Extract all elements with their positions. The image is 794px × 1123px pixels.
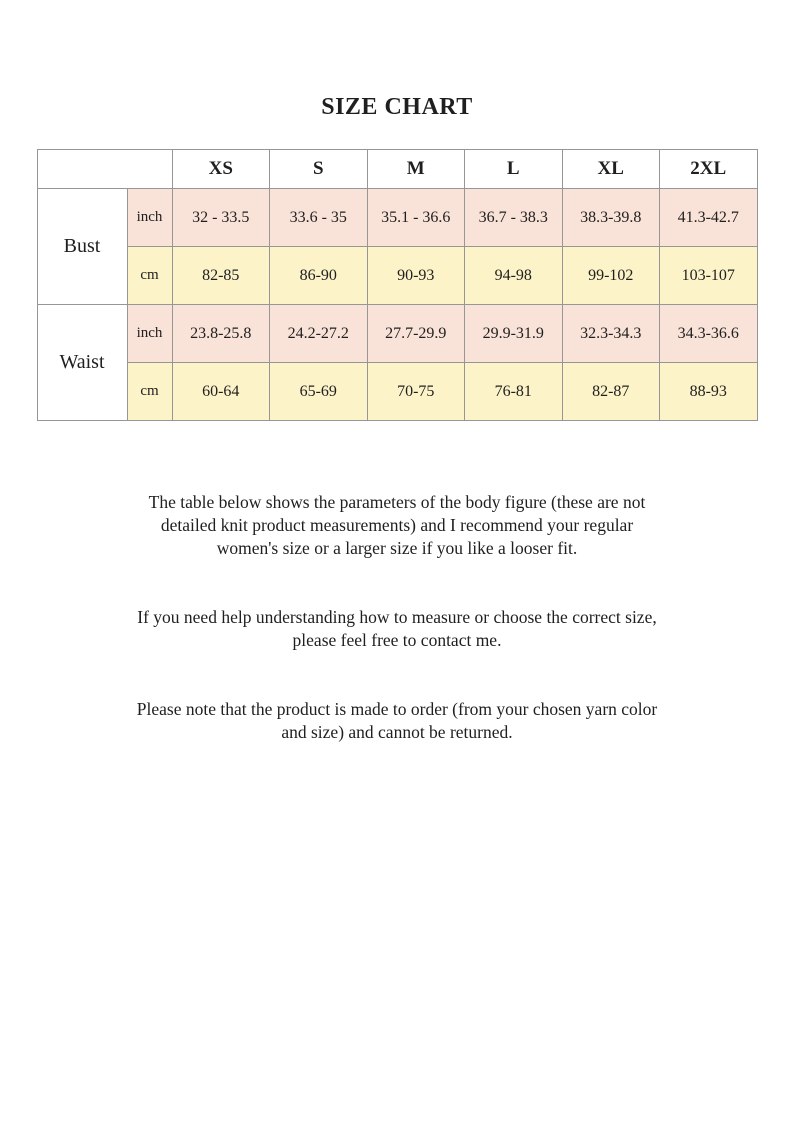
waist-cm-s: 65-69 bbox=[270, 363, 368, 421]
size-header-l: L bbox=[465, 150, 563, 189]
size-header-row bbox=[37, 150, 757, 189]
bust-cm-l: 94-98 bbox=[465, 247, 563, 305]
note-line: detailed knit product measurements) and I recommend your regular bbox=[160, 515, 634, 535]
note-line: and size) and cannot be returned. bbox=[281, 722, 513, 742]
waist-cm-row bbox=[37, 363, 757, 421]
waist-inch-xl: 32.3-34.3 bbox=[562, 305, 660, 363]
note-contact-help bbox=[57, 606, 737, 652]
notes-section bbox=[0, 491, 794, 744]
note-line: women's size or a larger size if you like a looser fit. bbox=[216, 538, 578, 558]
size-header-m: M bbox=[367, 150, 465, 189]
bust-cm-m: 90-93 bbox=[367, 247, 465, 305]
bust-cm-row bbox=[37, 247, 757, 305]
bust-cm-s: 86-90 bbox=[270, 247, 368, 305]
size-header-s: S bbox=[270, 150, 368, 189]
bust-cm-xs: 82-85 bbox=[172, 247, 270, 305]
size-chart-table bbox=[37, 149, 758, 421]
note-made-to-order bbox=[57, 698, 737, 744]
note-line: please feel free to contact me. bbox=[292, 630, 502, 650]
page-title: SIZE CHART bbox=[321, 94, 473, 120]
waist-inch-2xl: 34.3-36.6 bbox=[660, 305, 758, 363]
size-header-xs: XS bbox=[172, 150, 270, 189]
waist-cm-m: 70-75 bbox=[367, 363, 465, 421]
bust-cm-xl: 99-102 bbox=[562, 247, 660, 305]
size-header-2xl: 2XL bbox=[660, 150, 758, 189]
bust-inch-row bbox=[37, 189, 757, 247]
note-line: If you need help understanding how to measure or choose the correct size, bbox=[137, 607, 657, 627]
waist-cm-2xl: 88-93 bbox=[660, 363, 758, 421]
waist-cm-xl: 82-87 bbox=[562, 363, 660, 421]
bust-cm-2xl: 103-107 bbox=[660, 247, 758, 305]
waist-inch-xs: 23.8-25.8 bbox=[172, 305, 270, 363]
unit-label-inch: inch bbox=[127, 189, 172, 247]
size-header-xl: XL bbox=[562, 150, 660, 189]
bust-inch-s: 33.6 - 35 bbox=[270, 189, 368, 247]
waist-inch-m: 27.7-29.9 bbox=[367, 305, 465, 363]
note-sizing-recommendation bbox=[57, 491, 737, 560]
note-line: The table below shows the parameters of the body figure (these are not bbox=[148, 492, 646, 512]
measurement-label-waist: Waist bbox=[37, 305, 127, 421]
measurement-label-bust: Bust bbox=[37, 189, 127, 305]
waist-inch-s: 24.2-27.2 bbox=[270, 305, 368, 363]
corner-cell bbox=[37, 150, 172, 189]
waist-inch-row bbox=[37, 305, 757, 363]
note-line: Please note that the product is made to order (from your chosen yarn color bbox=[136, 699, 658, 719]
bust-inch-m: 35.1 - 36.6 bbox=[367, 189, 465, 247]
unit-label-cm: cm bbox=[127, 247, 172, 305]
waist-cm-l: 76-81 bbox=[465, 363, 563, 421]
waist-cm-xs: 60-64 bbox=[172, 363, 270, 421]
unit-label-cm: cm bbox=[127, 363, 172, 421]
bust-inch-xs: 32 - 33.5 bbox=[172, 189, 270, 247]
bust-inch-l: 36.7 - 38.3 bbox=[465, 189, 563, 247]
waist-inch-l: 29.9-31.9 bbox=[465, 305, 563, 363]
bust-inch-xl: 38.3-39.8 bbox=[562, 189, 660, 247]
unit-label-inch: inch bbox=[127, 305, 172, 363]
bust-inch-2xl: 41.3-42.7 bbox=[660, 189, 758, 247]
